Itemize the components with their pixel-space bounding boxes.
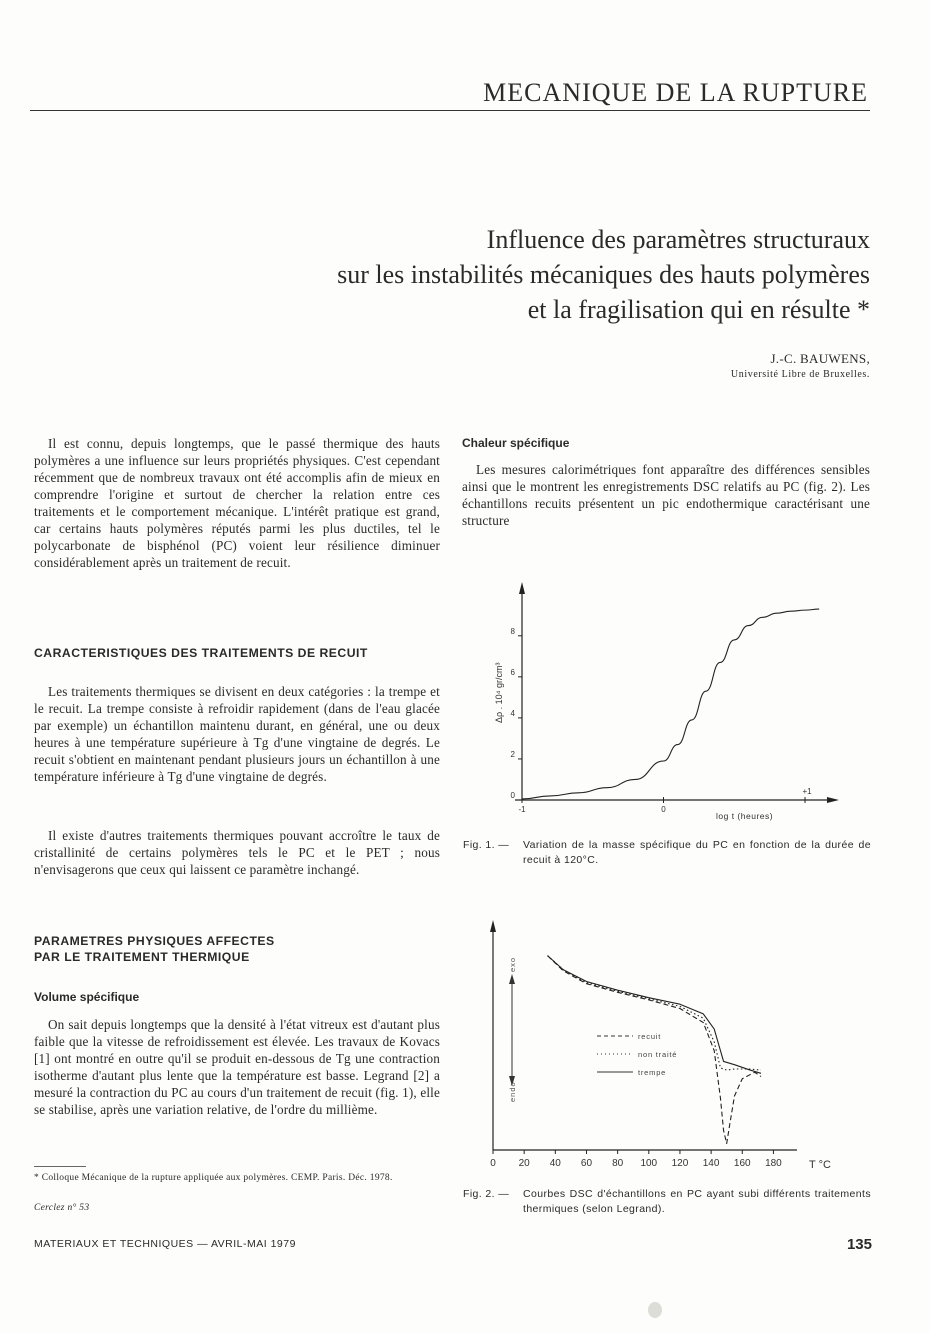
figure-2-chart — [455, 912, 875, 1182]
figure-2-x-tick-label: 0 — [490, 1158, 496, 1169]
figure-1-caption-label: Fig. 1. — — [463, 839, 510, 851]
title-line-1: Influence des paramètres structuraux — [486, 225, 870, 254]
figure-2-x-tick-label: 80 — [612, 1158, 624, 1169]
section-heading-line-2: PAR LE TRAITEMENT THERMIQUE — [34, 950, 250, 964]
figure-1-x-label: log t (heures) — [716, 811, 774, 821]
legend-label-recuit: recuit — [638, 1032, 662, 1041]
figure-2-exo-label: exo — [508, 956, 517, 972]
figure-2-x-tick-label: 20 — [518, 1158, 530, 1169]
figure-1-x-arrow — [827, 797, 839, 803]
chaleur-paragraph: Les mesures calorimétriques font apparaître des différences sensibles ainsi que le montrent les enregistrements DSC relatifs au PC (fig. 2). Les échantillons recuits présentent un pic endothermique caractérisant une structure — [462, 462, 870, 528]
figure-1-y-tick-label: 8 — [510, 626, 515, 636]
footnote-divider — [34, 1166, 86, 1167]
legend-label-non-traite: non traité — [638, 1050, 678, 1059]
figure-1-y-tick-label: 0 — [510, 791, 515, 800]
figure-1-y-tick-label: 2 — [510, 749, 515, 759]
figure-1-caption-text: Variation de la masse spécifique du PC en fonction de la durée de recuit à 120°C. — [523, 839, 871, 866]
journal-footer: MATERIAUX ET TECHNIQUES — AVRIL-MAI 1979 — [34, 1238, 296, 1250]
figure-2-x-tick-label: 40 — [549, 1158, 561, 1169]
traitements-paragraph-1: Les traitements thermiques se divisent en deux catégories : la trempe et le recuit. La trempe consiste à refroidir rapidement (dans de l'eau glacée par exemple) un échantillon maintenu durant, en général, une ou deux heures à une température supérieure à Tg d'une vingtaine de degrés. Le recuit s'obtient en maintenant pendant plusieurs jours un échantillon à une température inférieure à Tg d'une vingtaine de degrés. — [34, 684, 440, 784]
figure-1-y-tick-label: 6 — [510, 667, 515, 677]
title-line-2: sur les instabilités mécaniques des hauts polymères — [337, 260, 870, 289]
subsection-volume-specifique: Volume spécifique — [34, 990, 140, 1004]
intro-paragraph: Il est connu, depuis longtemps, que le passé thermique des hauts polymères a une influence sur leurs propriétés physiques. C'est cependant récemment que de nombreux travaux ont été accomplis afin de mieux en comprendre l'origine et surtout de chercher la relation entre ces traitements et le comportement mécanique. L'intérêt pratique est grand, car certains hauts polymères réputés parmi les plus ductiles, tel le polycarbonate de bisphénol (PC) voient leur résilience diminuer considérablement après un traitement de recuit. — [34, 436, 440, 570]
figure-1-y-arrow — [519, 582, 525, 594]
figure-1-x-tick-label: 0 — [661, 805, 666, 814]
scan-smudge — [648, 1302, 662, 1318]
author-name: J.-C. BAUWENS, — [770, 351, 870, 366]
section-heading-line-1: PARAMETRES PHYSIQUES AFFECTES — [34, 934, 275, 948]
footnote: * Colloque Mécanique de la rupture appliquée aux polymères. CEMP. Paris. Déc. 1978. — [34, 1173, 393, 1183]
figure-1-x-tick-label: -1 — [518, 805, 526, 814]
section-title: MECANIQUE DE LA RUPTURE — [483, 78, 868, 107]
article-title — [110, 222, 870, 327]
figure-1-y-label: Δρ . 10⁴ gr/cm³ — [494, 662, 504, 723]
figure-1-plot — [494, 582, 839, 821]
traitements-paragraph-2: Il existe d'autres traitements thermiques pouvant accroître le taux de cristallinité de certains polymères tels le PC et le PET ; nous n'envisagerons que ceux qui laissent ce paramètre inchangé. — [34, 828, 440, 877]
figure-2-x-tick-label: 180 — [765, 1158, 782, 1169]
figure-2-caption-text: Courbes DSC d'échantillons en PC ayant subi différents traitements thermiques (selon Legrand). — [523, 1188, 871, 1215]
header-divider — [30, 110, 870, 111]
figure-1-caption — [463, 838, 871, 868]
title-line-3: et la fragilisation qui en résulte * — [527, 295, 870, 324]
volume-paragraph: On sait depuis longtemps que la densité à l'état vitreux est d'autant plus faible que la vitesse de refroidissement est élevée. Les travaux de Kovacs [1] ont montré en outre qu'il se produit en-dessous de Tg une contraction isotherme d'autant plus lente que la température est basse. Legrand [2] a mesuré la contraction du PC au cours d'un traitement de recuit (fig. 1), elle se stabilise, après une variation relative, de l'ordre du millième. — [34, 1017, 440, 1117]
figure-2-legend — [597, 1032, 677, 1077]
legend-label-trempe: trempe — [638, 1068, 667, 1077]
page-number: 135 — [846, 1236, 872, 1253]
figure-2-caption-label: Fig. 2. — — [463, 1188, 510, 1200]
figure-2-y-arrow — [490, 920, 496, 932]
figure-2-x-tick-label: 120 — [671, 1158, 689, 1169]
subsection-chaleur-specifique: Chaleur spécifique — [462, 436, 570, 450]
figure-2-x-tick-label: 60 — [580, 1158, 593, 1169]
figure-1-series-line — [522, 609, 819, 799]
figure-2-endo-label: endo — [508, 1081, 517, 1102]
figure-2-exo-arrow — [509, 974, 515, 984]
cerclez-reference: Cerclez n° 53 — [34, 1203, 90, 1213]
figure-1-chart — [455, 578, 875, 828]
figure-2-x-label: T °C — [809, 1159, 831, 1171]
figure-2-x-tick-label: 160 — [733, 1158, 751, 1169]
figure-2-x-tick-label: 140 — [702, 1158, 720, 1169]
figure-2-plot — [490, 920, 831, 1171]
author-affiliation: Université Libre de Bruxelles. — [730, 369, 870, 380]
figure-2-x-tick-label: 100 — [640, 1158, 658, 1169]
section-heading-parametres — [34, 933, 440, 965]
figure-1-x-tick-label: +1 — [802, 787, 812, 796]
figure-1-y-tick-label: 4 — [510, 708, 515, 718]
figure-2-caption — [463, 1187, 871, 1217]
section-heading-traitements: CARACTERISTIQUES DES TRAITEMENTS DE RECUIT — [34, 646, 368, 660]
